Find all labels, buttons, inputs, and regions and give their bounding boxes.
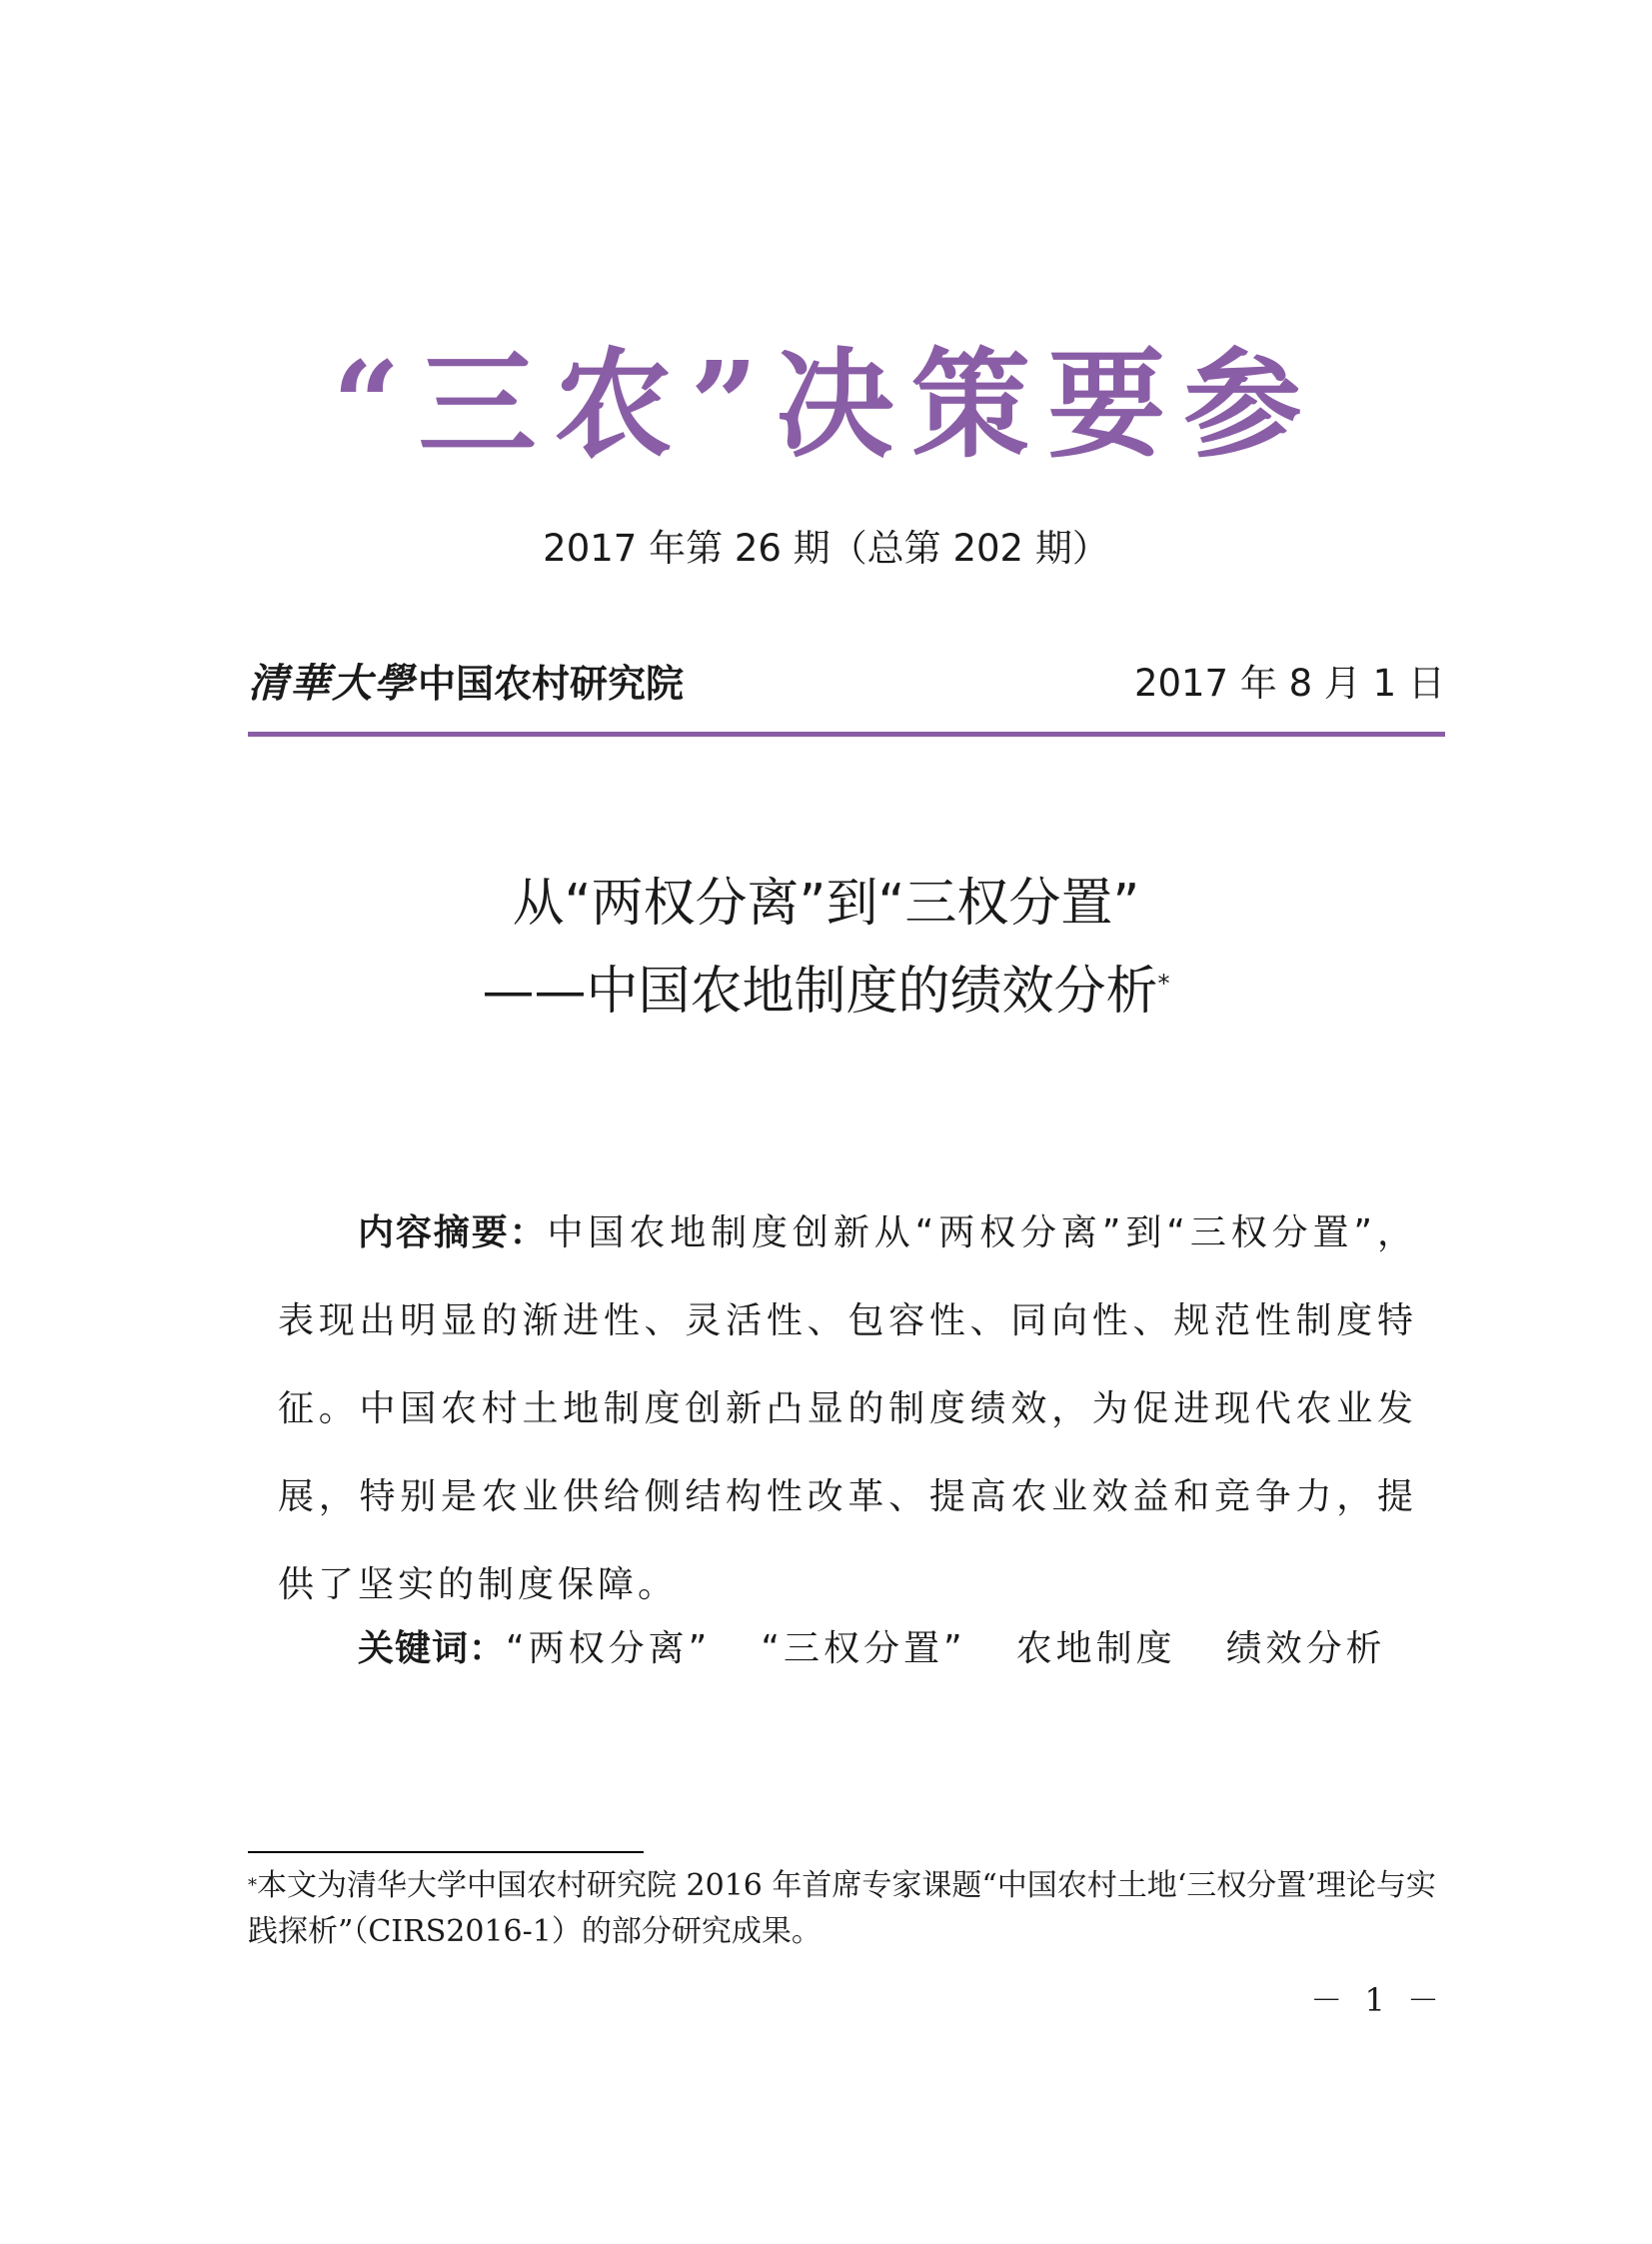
- publication-date: 2017 年 8 月 1 日: [1133, 662, 1445, 705]
- title-footnote-marker: *: [1157, 970, 1170, 998]
- footnote-text: 本文为清华大学中国农村研究院 2016 年首席专家课题“中国农村土地‘三权分置’理论与实践探析”（CIRS2016-1）的部分研究成果。: [248, 1868, 1436, 1949]
- title-line-2: [0, 948, 1652, 1036]
- issue-number: 2017 年第 26 期（总第 202 期）: [543, 527, 1109, 570]
- article-title: [0, 860, 1652, 1036]
- keyword-item: “三权分置”: [761, 1628, 966, 1669]
- institute-name: 中国农村研究院: [418, 661, 685, 706]
- title-line-1: 从“两权分离”到“三权分置”: [512, 874, 1140, 934]
- footnote-marker: *: [248, 1875, 257, 1896]
- abstract-label: 内容摘要：: [358, 1212, 548, 1253]
- keywords: [278, 1619, 1417, 1679]
- masthead-title: “三农”决策要参: [332, 335, 1320, 474]
- abstract-paragraph: [278, 1189, 1417, 1629]
- abstract: [278, 1189, 1417, 1629]
- keyword-item: 绩效分析: [1225, 1628, 1386, 1669]
- university-logo-text: 清華大學: [248, 660, 416, 707]
- abstract-text: 中国农地制度创新从“两权分离”到“三权分置”，表现出明显的渐进性、灵活性、包容性、同向性、规范性制度特征。中国农村土地制度创新凸显的制度绩效，为促进现代农业发展，特别是农业供给侧结构性改革、提高农业效益和竞争力，提供了坚实的制度保障。: [278, 1212, 1417, 1605]
- subtitle-text: ——中国农地制度的绩效分析: [482, 962, 1158, 1022]
- keyword-item: 农地制度: [1015, 1628, 1176, 1669]
- header-divider: [248, 732, 1445, 737]
- keywords-label: 关键词：: [358, 1628, 507, 1669]
- header-row: [248, 656, 1445, 716]
- footnote-divider: [248, 1851, 644, 1853]
- page-number: － 1 －: [1310, 1981, 1445, 2019]
- keyword-item: “两权分离”: [506, 1628, 712, 1669]
- footnote: [248, 1863, 1445, 1955]
